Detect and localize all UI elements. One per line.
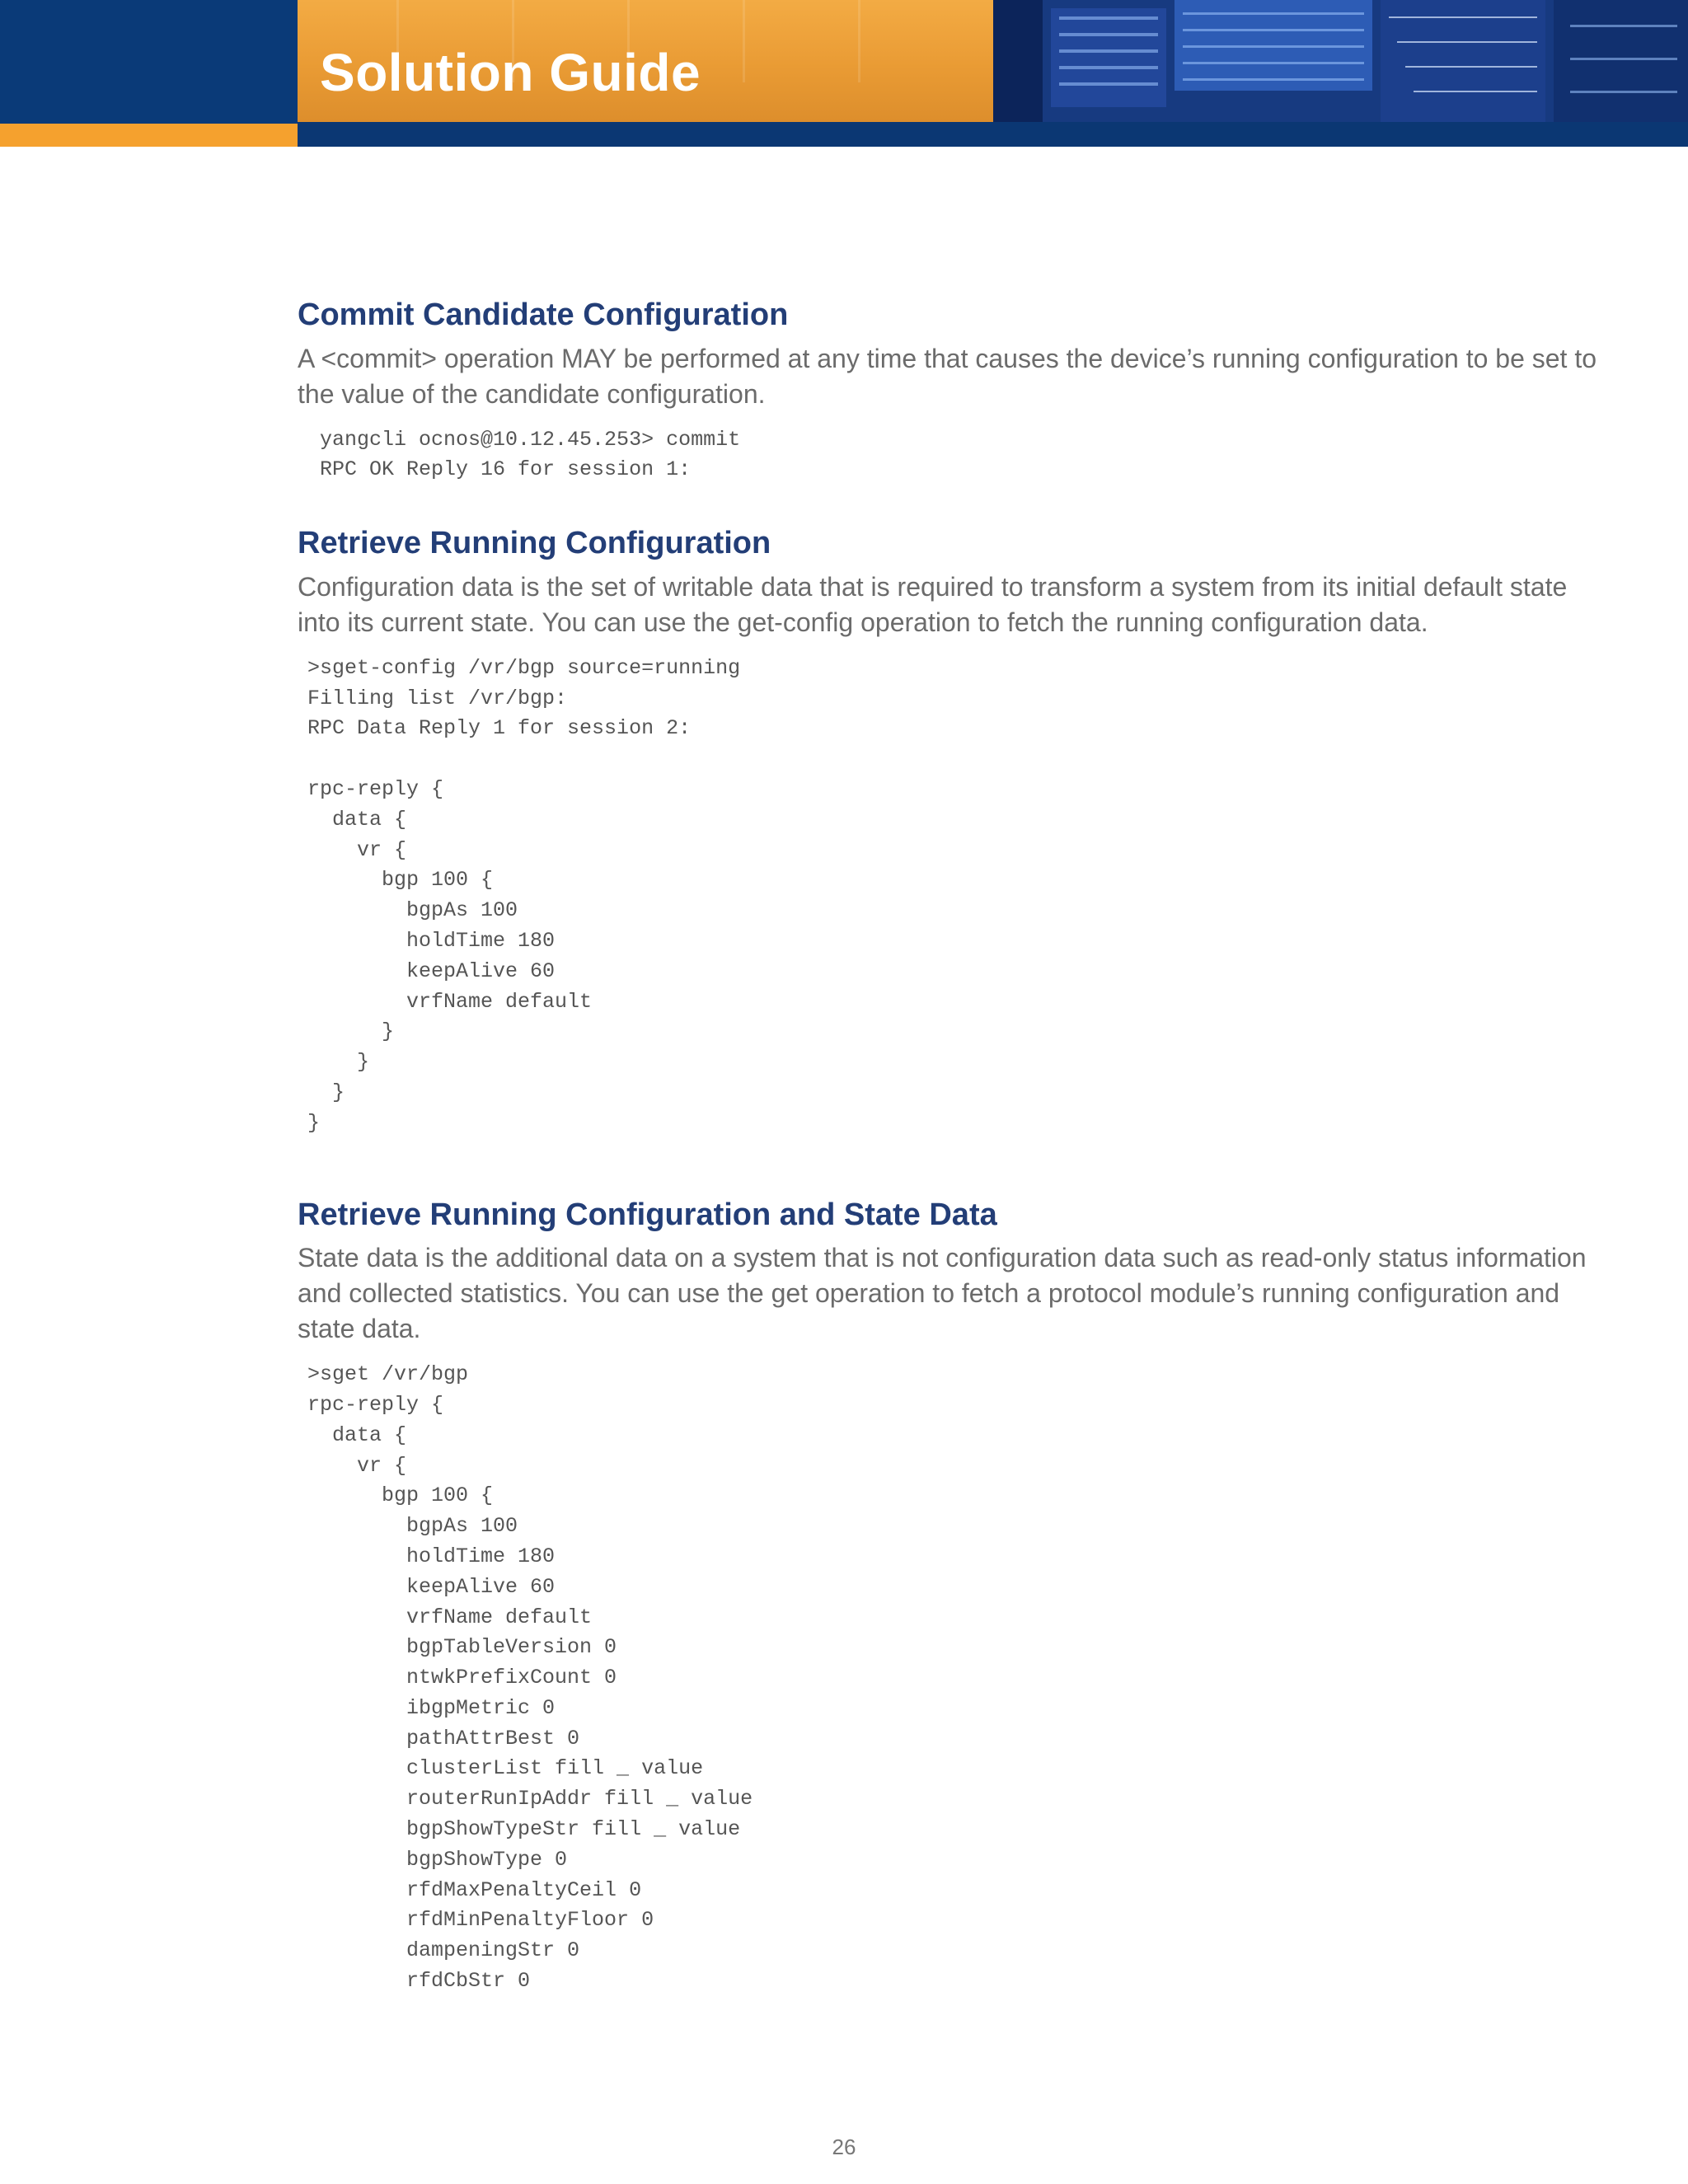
- code-block: yangcli ocnos@10.12.45.253> commit RPC OK Reply 16 for session 1:: [320, 427, 741, 482]
- section-heading: Retrieve Running Configuration: [298, 526, 771, 561]
- section-commit-candidate: [298, 297, 1616, 485]
- section-heading: Commit Candidate Configuration: [298, 298, 789, 332]
- section-heading: Retrieve Running Configuration and State Data: [298, 1197, 997, 1232]
- header-server-image: [993, 0, 1688, 122]
- section-body: Configuration data is the set of writable data that is required to transform a system from its initial default state into its current state. You can use the get-config operation to fetch the running configuration data.: [298, 571, 1568, 637]
- page-title: Solution Guide: [320, 43, 701, 102]
- section-body: State data is the additional data on a system that is not configuration data such as read-only status information and collected statistics. You can use the get operation to fetch a protocol module’s running configuration and state data.: [298, 1243, 1587, 1344]
- code-block: >sget-config /vr/bgp source=running Filling list /vr/bgp: RPC Data Reply 1 for session 2: rpc-reply { data { vr { bgp 100 { bgpAs 100 holdTime 180 keepAlive 60 vrfName default } } } }: [307, 655, 741, 1135]
- section-retrieve-running-and-state: [298, 1197, 1616, 1997]
- header-navy-block: [0, 0, 298, 124]
- code-block: >sget /vr/bgp rpc-reply { data { vr { bgp 100 { bgpAs 100 holdTime 180 keepAlive 60 vrfName default bgpTableVersion 0 ntwkPrefixCount 0 ibgpMetric 0 pathAttrBest 0 clusterList fill _ value routerRunIpAddr fill _ value bgpShowTypeStr fill _ value bgpShowType 0 rfdMaxPenaltyCeil 0 rfdMinPenaltyFloor 0 dampeningStr 0 rfdCbStr 0: [307, 1362, 753, 1994]
- page-number: 26: [832, 2135, 856, 2159]
- section-retrieve-running: [298, 525, 1616, 1138]
- header-navy-bar: [298, 122, 1688, 147]
- section-body: A <commit> operation MAY be performed at any time that causes the device’s running configuration to be set to the value of the candidate configuration.: [298, 343, 1597, 409]
- main-content: [298, 297, 1616, 1997]
- page-header-banner: [0, 0, 1688, 147]
- header-orange-accent: [0, 124, 298, 147]
